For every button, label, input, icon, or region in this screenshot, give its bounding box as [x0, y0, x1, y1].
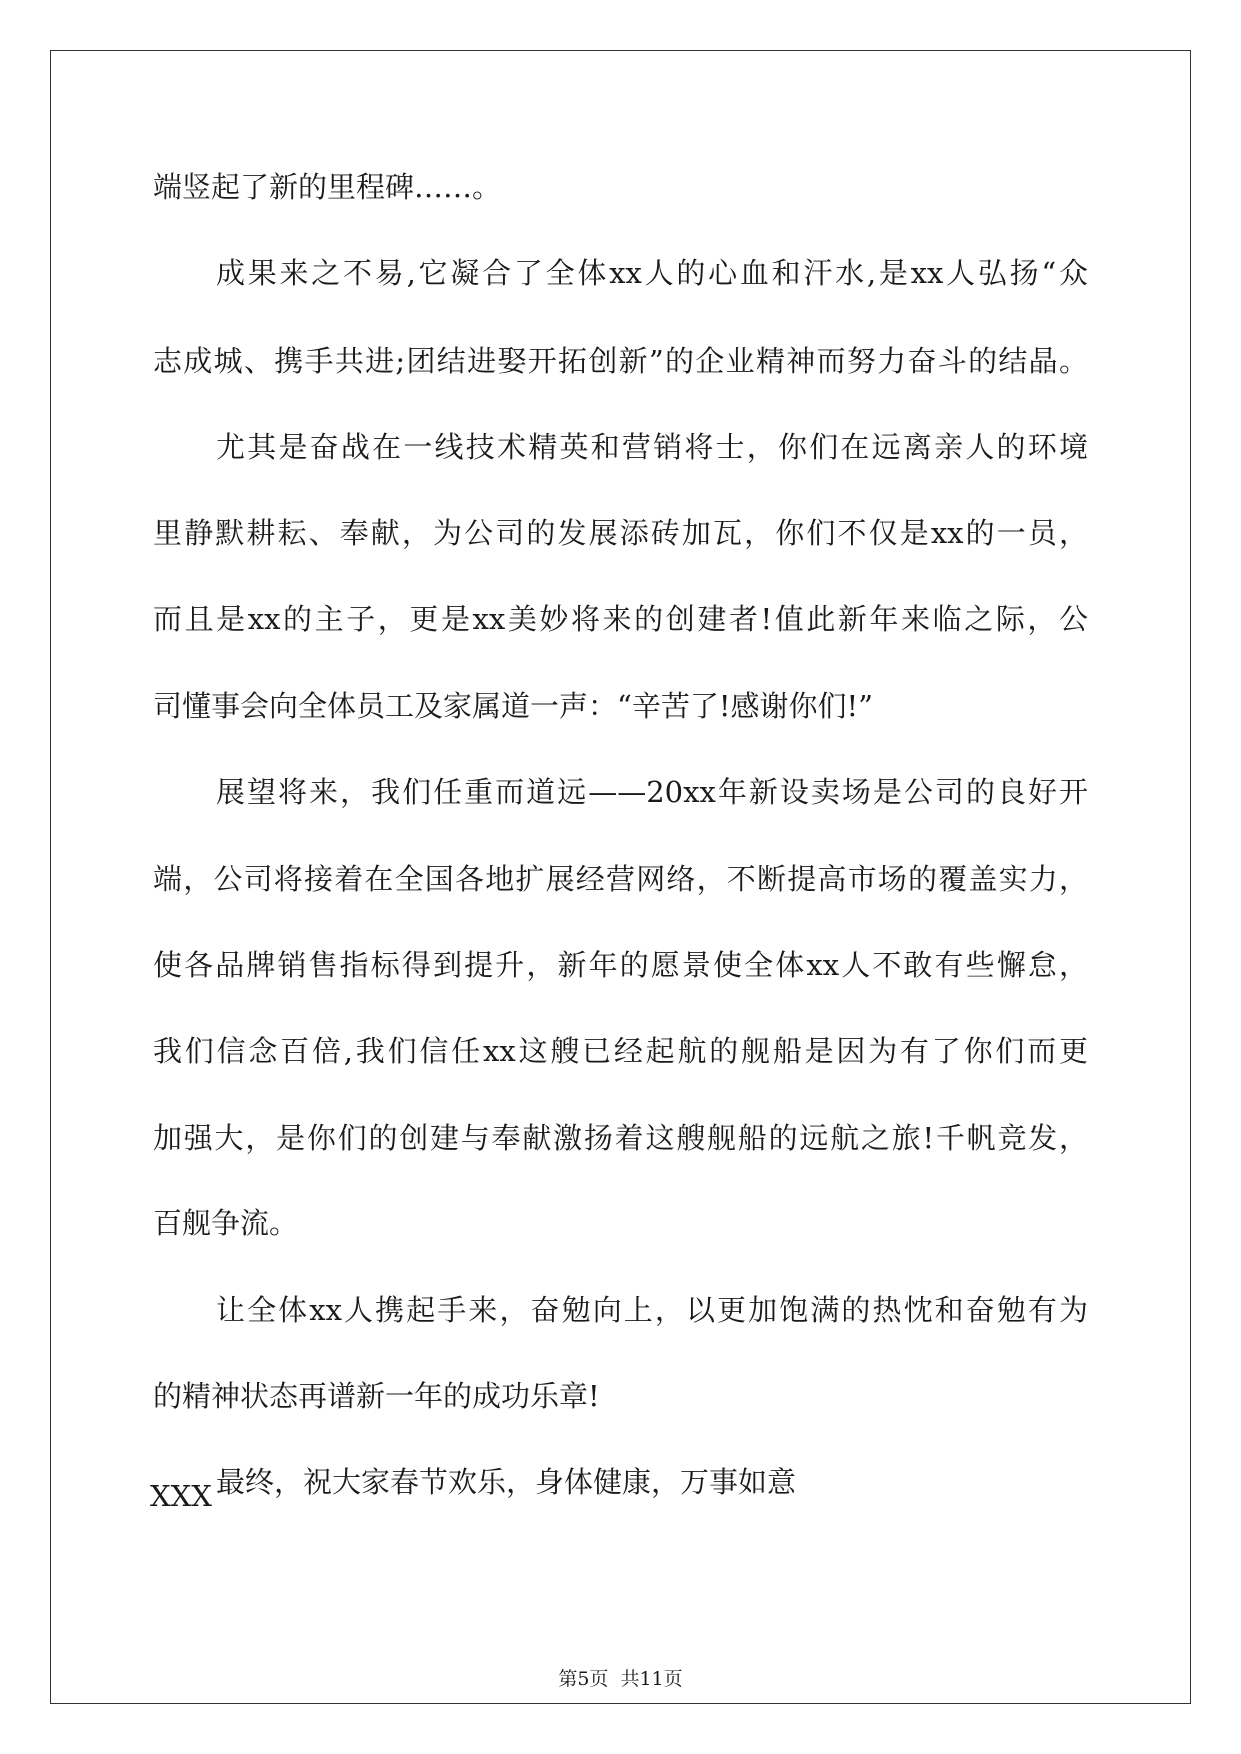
- text-line: 成果来之不易,它凝合了全体xx人的心血和汗水,是xx人弘扬“众: [216, 256, 1088, 290]
- text-line: 尤其是奋战在一线技术精英和营销将士，你们在远离亲人的环境: [216, 430, 1088, 464]
- text-line: 里静默耕耘、奉献，为公司的发展添砖加瓦，你们不仅是xx的一员，: [153, 516, 1088, 550]
- text-line: 而且是xx的主子，更是xx美妙将来的创建者!值此新年来临之际，公: [153, 602, 1088, 636]
- signature: XXX: [150, 1479, 212, 1513]
- text-line: 最终，祝大家春节欢乐，身体健康，万事如意: [216, 1465, 797, 1499]
- text-line: 端，公司将接着在全国各地扩展经营网络，不断提高市场的覆盖实力，: [153, 862, 1088, 896]
- text-line: 加强大，是你们的创建与奉献激扬着这艘舰船的远航之旅!千帆竞发，: [153, 1121, 1088, 1155]
- text-line: 百舰争流。: [153, 1206, 299, 1240]
- text-line: 志成城、携手共进;团结进娶开拓创新”的企业精神而努力奋斗的结晶。: [153, 344, 1088, 378]
- text-line: 我们信念百倍,我们信任xx这艘已经起航的舰船是因为有了你们而更: [153, 1034, 1088, 1068]
- text-line: 使各品牌销售指标得到提升，新年的愿景使全体xx人不敢有些懈怠，: [153, 948, 1088, 982]
- text-line: 的精神状态再谱新一年的成功乐章!: [153, 1379, 600, 1413]
- text-line: 展望将来，我们任重而道远——20xx年新设卖场是公司的良好开: [216, 775, 1088, 809]
- text-line: 司懂事会向全体员工及家属道一声：“辛苦了!感谢你们!”: [153, 689, 873, 723]
- page-footer: [0, 1667, 1241, 1691]
- text-line: 端竖起了新的里程碑……。: [153, 170, 502, 204]
- page-number: 第5页: [558, 1668, 609, 1690]
- text-line: 让全体xx人携起手来，奋勉向上，以更加饱满的热忱和奋勉有为: [216, 1293, 1088, 1327]
- page-total: 共11页: [620, 1668, 683, 1690]
